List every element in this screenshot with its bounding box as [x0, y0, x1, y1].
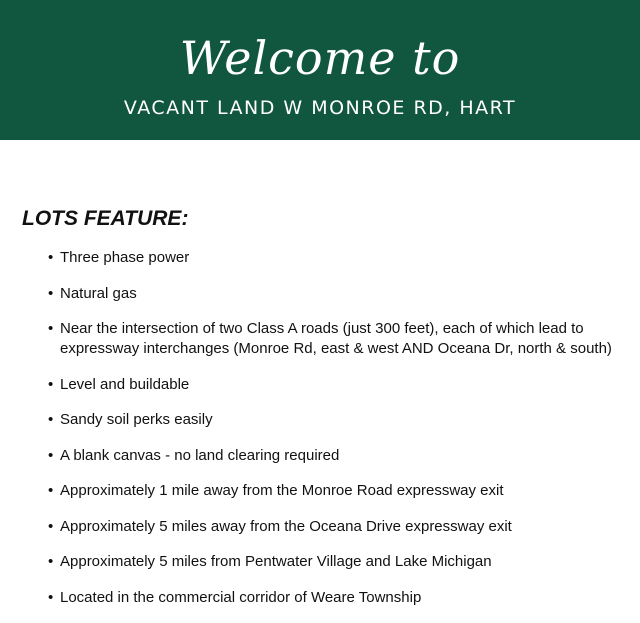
list-item: • Near the intersection of two Class A roads (just 300 feet), each of which lead to expressway interchanges (Monroe Rd, east & west AND Oceana Dr, north & south) — [48, 319, 633, 359]
welcome-heading: Welcome to — [179, 31, 461, 85]
list-item: • Level and buildable — [48, 375, 633, 395]
list-item: • Approximately 1 mile away from the Monroe Road expressway exit — [48, 481, 633, 501]
feature-list — [48, 248, 633, 623]
list-item: • A blank canvas - no land clearing required — [48, 446, 633, 466]
list-item: • Three phase power — [48, 248, 633, 268]
list-item: • Approximately 5 miles away from the Oceana Drive expressway exit — [48, 517, 633, 537]
list-item: • Sandy soil perks easily — [48, 410, 633, 430]
header-banner — [0, 0, 640, 140]
property-address: VACANT LAND W MONROE RD, HART — [123, 97, 517, 119]
section-title: LOTS FEATURE: — [22, 207, 189, 230]
list-item: • Located in the commercial corridor of Weare Township — [48, 588, 633, 608]
list-item: • Approximately 5 miles from Pentwater Village and Lake Michigan — [48, 552, 633, 572]
list-item: • Natural gas — [48, 284, 633, 304]
